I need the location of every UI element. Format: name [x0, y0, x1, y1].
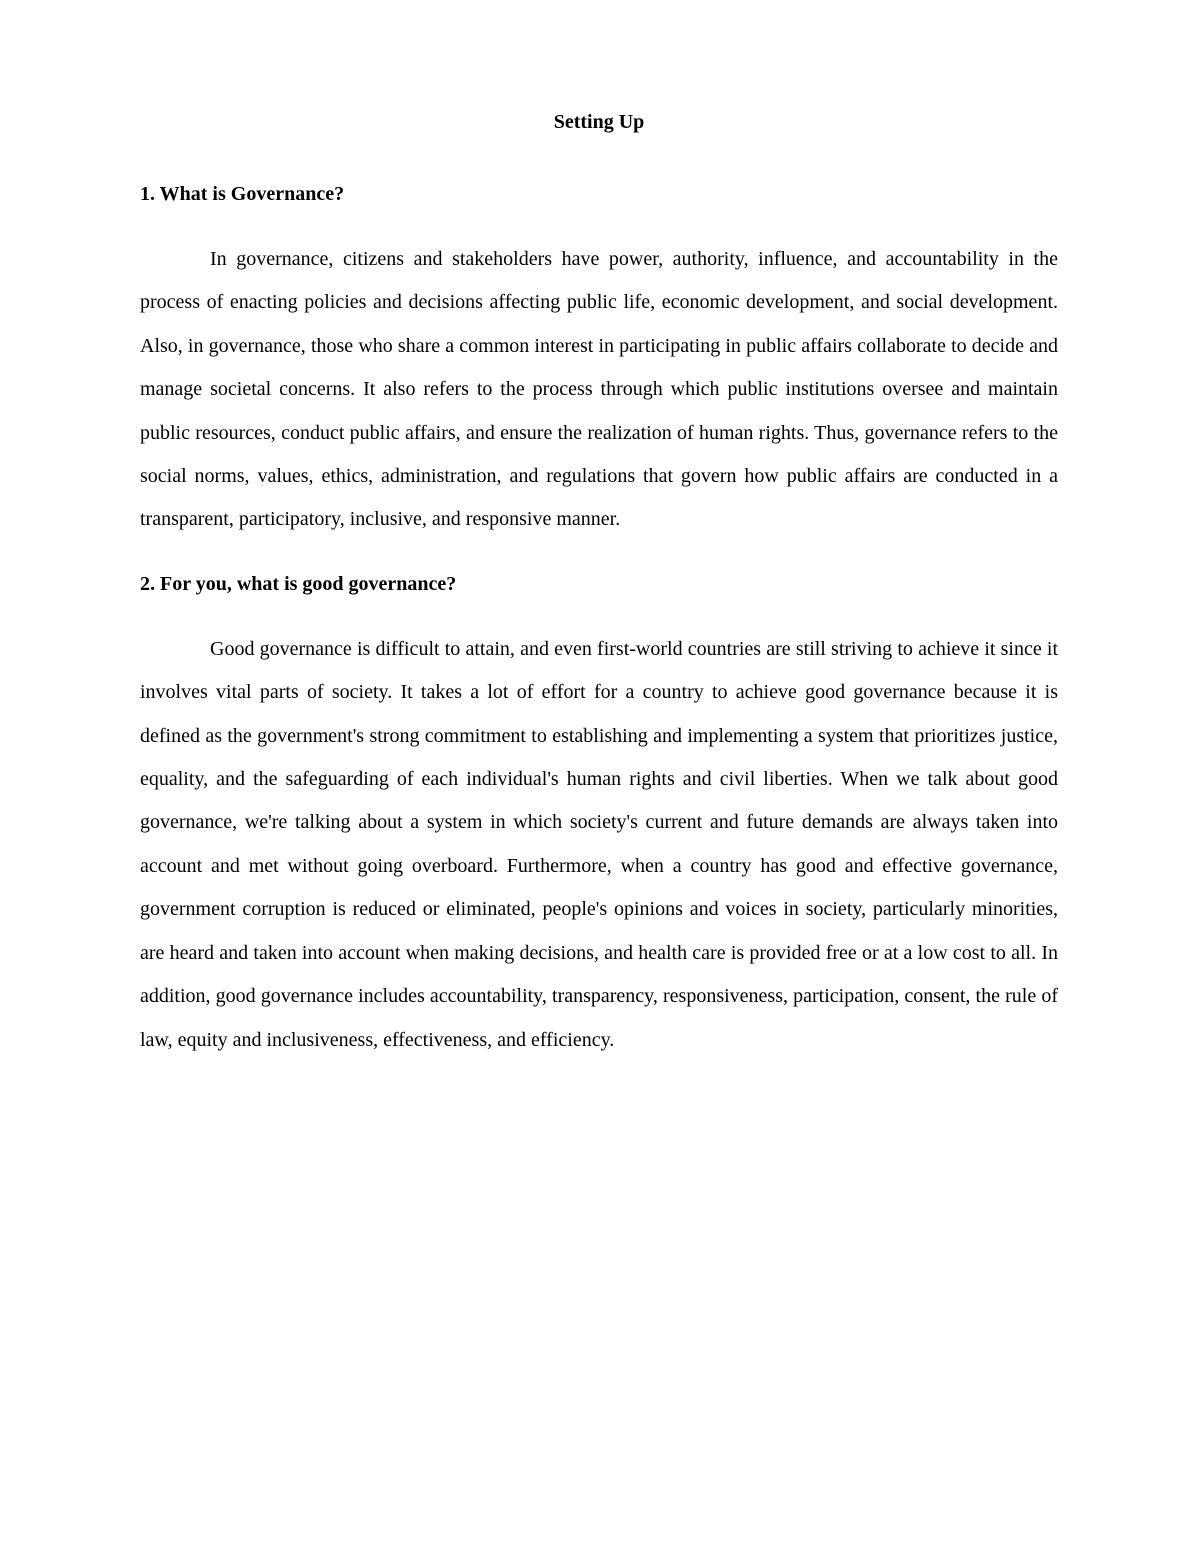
section-heading: 1. What is Governance?	[140, 183, 345, 205]
section-paragraph: Good governance is difficult to attain, and even first-world countries are still striving to achieve it since it involves vital parts of society. It takes a lot of effort for a country to achieve good governance because it is defined as the government's strong commitment to establishing and implementing a system that prioritizes justice, equality, and the safeguarding of each individual's human rights and civil liberties. When we talk about good governance, we're talking about a system in which society's current and future demands are always taken into account and met without going overboard. Furthermore, when a country has good and effective governance, government corruption is reduced or eliminated, people's opinions and voices in society, particularly minorities, are heard and taken into account when making decisions, and health care is provided free or at a low cost to all. In addition, good governance includes accountability, transparency, responsiveness, participation, consent, the rule of law, equity and inclusiveness, effectiveness, and efficiency.	[140, 637, 1058, 1051]
section-what-is-governance	[140, 174, 1058, 542]
section-good-governance	[140, 564, 1058, 1062]
document-title: Setting Up	[553, 111, 645, 133]
document-content	[140, 102, 1058, 1084]
section-heading: 2. For you, what is good governance?	[140, 572, 457, 595]
section-paragraph: In governance, citizens and stakeholders have power, authority, influence, and accountability in the process of enacting policies and decisions affecting public life, economic development, and social development. Also, in governance, those who share a common interest in participating in public affairs collaborate to decide and manage societal concerns. It also refers to the process through which public institutions oversee and maintain public resources, conduct public affairs, and ensure the realization of human rights. Thus, governance refers to the social norms, values, ethics, administration, and regulations that govern how public affairs are conducted in a transparent, participatory, inclusive, and responsive manner.	[140, 248, 1058, 531]
